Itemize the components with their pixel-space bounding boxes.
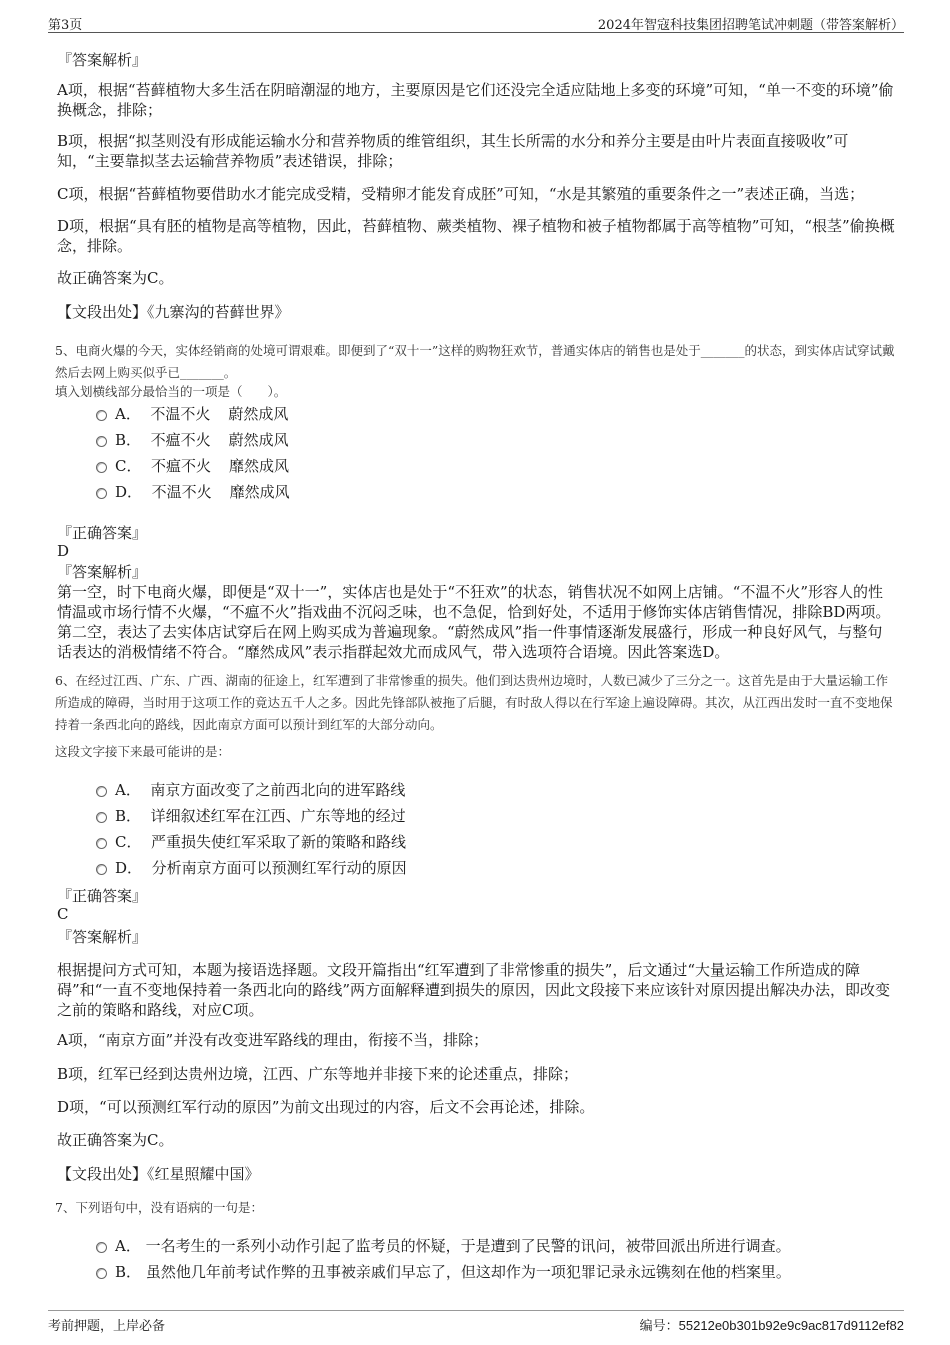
q5-option-d[interactable] [96,482,290,502]
q6-analysis: 根据提问方式可知，本题为接语选择题。文段开篇指出“红军遭到了非常惨重的损失”，后文通过“大量运输工作所造成的障碍”和“一直不变地保持着一条西北向的路线”两方面解释遭到损失的原因，因此文段接下来应该针对原因提出解决办法，即改变之前的策略和路线，对应C项。 [57,961,891,1019]
option-text: 南京方面改变了之前西北向的进军路线 [150,781,406,799]
option-word-2: 蔚然成风 [228,431,289,449]
option-word-2: 蔚然成风 [228,405,289,423]
option-text: 详细叙述红军在江西、广东等地的经过 [150,807,406,825]
code-label: 编号： [639,1319,679,1334]
option-letter: A． [115,781,141,799]
q4-conclusion: 故正确答案为C。 [57,269,174,287]
q6-option-d[interactable] [96,858,407,878]
option-word-1: 不瘟不火 [151,457,212,475]
q6-stem: 6、在经过江西、广东、广西、湖南的征途上，红军遭到了非常惨重的损失。他们到达贵州边境时，人数已减少了三分之一。这首先是由于大量运输工作所造成的障碍，当时用于这项工作的竟达五千人之多。因此先锋部队被拖了后腿，有时敌人得以在行军途上遍设障碍。其次，从江西出发时一直不变地保持着一条西北向的路线，因此南京方面可以预计到红军的大部分动向。 [55,673,893,732]
page-number: 第3页 [48,18,83,33]
q7-option-a[interactable] [96,1236,791,1256]
radio-icon[interactable] [96,410,107,421]
option-letter: D． [115,859,143,877]
q5-prompt: 填入划横线部分最恰当的一项是（ ）。 [55,384,287,399]
q6-source: 【文段出处】《红星照耀中国》 [57,1165,260,1183]
q6-analysis-label: 『答案解析』 [57,928,148,946]
page-header [48,12,904,33]
radio-icon[interactable] [96,1242,107,1253]
option-text: 虽然他几年前考试作弊的丑事被亲戚们早忘了，但这却作为一项犯罪记录永远镌刻在他的档案里。 [145,1263,791,1281]
q5-option-a[interactable] [96,404,288,424]
q5-option-b[interactable] [96,430,289,450]
q4-option-b-analysis: B项，根据“拟茎则没有形成能运输水分和营养物质的维管组织，其生长所需的水分和养分主要是由叶片表面直接吸收”可知，“主要靠拟茎去运输营养物质”表述错误，排除； [57,132,849,170]
radio-icon[interactable] [96,436,107,447]
option-word-2: 靡然成风 [229,457,290,475]
q5-answer-label: 『正确答案』 [57,524,148,542]
option-letter: B． [115,807,142,825]
option-letter: D． [115,483,143,501]
option-letter: A． [115,405,141,423]
q6-option-d-analysis: D项，“可以预测红军行动的原因”为前文出现过的内容，后文不会再论述，排除。 [57,1098,595,1116]
q5-analysis-label: 『答案解析』 [57,563,148,581]
radio-icon[interactable] [96,1268,107,1279]
q6-option-b[interactable] [96,806,406,826]
option-letter: A． [115,1237,141,1255]
radio-icon[interactable] [96,838,107,849]
q4-option-d-analysis: D项，根据“具有胚的植物是高等植物，因此，苔藓植物、蕨类植物、裸子植物和被子植物都属于高等植物”可知，“根茎”偷换概念，排除。 [57,217,895,255]
option-word-1: 不瘟不火 [150,431,211,449]
q6-answer: C [57,905,69,923]
q4-analysis-label: 『答案解析』 [57,51,148,69]
option-text: 分析南京方面可以预测红军行动的原因 [151,859,407,877]
q6-option-a-analysis: A项，“南京方面”并没有改变进军路线的理由，衔接不当，排除； [57,1031,489,1049]
q4-option-c-analysis: C项，根据“苔藓植物要借助水才能完成受精，受精卵才能发育成胚”可知，“水是其繁殖的重要条件之一”表述正确，当选； [57,185,865,203]
q4-option-a-analysis: A项，根据“苔藓植物大多生活在阴暗潮湿的地方，主要原因是它们还没完全适应陆地上多变的环境”可知，“单一不变的环境”偷换概念，排除； [57,81,894,119]
q6-prompt: 这段文字接下来最可能讲的是： [55,744,231,759]
radio-icon[interactable] [96,488,107,499]
q6-conclusion: 故正确答案为C。 [57,1131,174,1149]
option-letter: C． [115,457,142,475]
document-title: 2024年智寇科技集团招聘笔试冲刺题（带答案解析） [597,18,904,33]
option-letter: B． [115,1263,142,1281]
radio-icon[interactable] [96,864,107,875]
q6-option-b-analysis: B项，红军已经到达贵州边境，江西、广东等地并非接下来的论述重点，排除； [57,1065,579,1083]
q6-option-c[interactable] [96,832,406,852]
option-word-1: 不温不火 [150,405,211,423]
q6-answer-label: 『正确答案』 [57,887,148,905]
q5-answer: D [57,542,70,560]
footer-slogan: 考前押题，上岸必备 [48,1319,166,1334]
q7-stem: 7、下列语句中，没有语病的一句是： [55,1200,263,1215]
q5-analysis: 第一空，时下电商火爆，即便是“双十一”，实体店也是处于“不狂欢”的状态，销售状况不如网上店铺。“不温不火”形容人的性情温或市场行情不火爆，“不瘟不火”指戏曲不沉闷乏味，也不急促，恰到好处，不适用于修饰实体店销售情况，排除BD两项。第二空，表达了去实体店试穿后在网上购买成为普遍现象。“蔚然成风”指一件事情逐渐发展盛行，形成一种良好风气，与整句话表达的消极情绪不符合。“靡然成风”表示指群起效尤而成风气，带入选项符合语境。因此答案选D。 [57,583,891,661]
q4-source: 【文段出处】《九寨沟的苔藓世界》 [57,303,290,321]
radio-icon[interactable] [96,812,107,823]
option-word-1: 不温不火 [151,483,212,501]
page-footer [48,1310,904,1333]
radio-icon[interactable] [96,786,107,797]
document-code [640,1315,904,1334]
q5-option-c[interactable] [96,456,289,476]
option-letter: B． [115,431,142,449]
q7-option-b[interactable] [96,1262,791,1282]
q6-option-a[interactable] [96,780,405,800]
q5-stem: 5、电商火爆的今天，实体经销商的处境可谓艰难。即便到了“双十一”这样的购物狂欢节，普通实体店的销售也是处于_______的状态，到实体店试穿试戴然后去网上购买似乎已_______。 [55,343,895,380]
option-text: 一名考生的一系列小动作引起了监考员的怀疑，于是遭到了民警的讯问，被带回派出所进行调查。 [145,1237,791,1255]
option-letter: C． [115,833,142,851]
code-value: 55212e0b301b92e9c9ac817d9112ef82 [678,1318,904,1333]
option-text: 严重损失使红军采取了新的策略和路线 [151,833,407,851]
option-word-2: 靡然成风 [229,483,290,501]
radio-icon[interactable] [96,462,107,473]
